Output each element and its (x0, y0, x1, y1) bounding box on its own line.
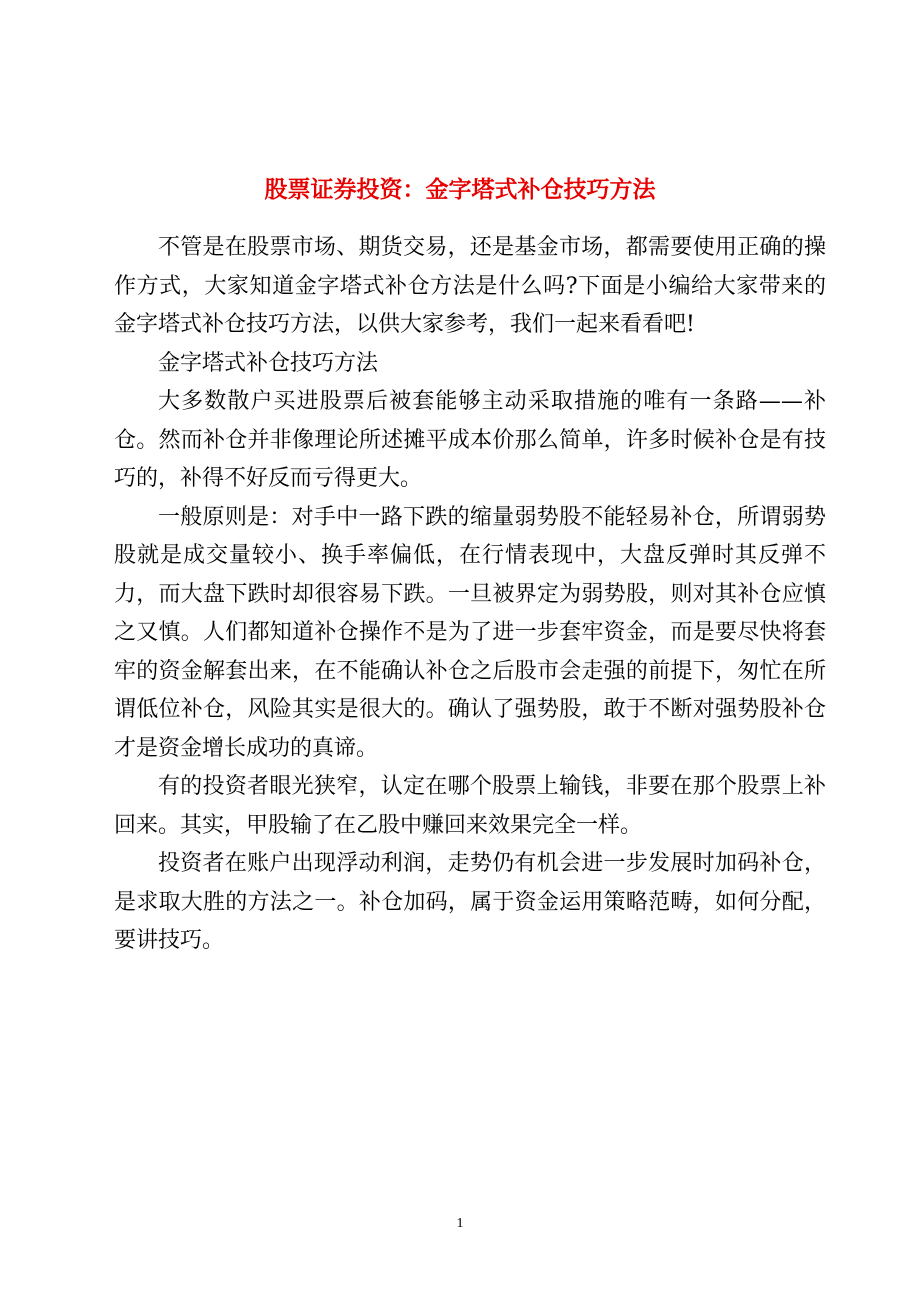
page-number: 1 (456, 1216, 464, 1231)
paragraph-adding-position: 投资者在账户出现浮动利润，走势仍有机会进一步发展时加码补仓，是求取大胜的方法之一。补仓加码，属于资金运用策略范畴，如何分配，要讲技巧。 (114, 851, 826, 953)
document-body (114, 229, 826, 961)
paragraph-intro: 不管是在股票市场、期货交易，还是基金市场，都需要使用正确的操作方式，大家知道金字塔式补仓方法是什么吗?下面是小编给大家带来的金字塔式补仓技巧方法，以供大家参考，我们一起来看看吧! (114, 235, 826, 337)
paragraph-narrow-view: 有的投资者眼光狭窄，认定在哪个股票上输钱，非要在那个股票上补回来。其实，甲股输了在乙股中赚回来效果完全一样。 (114, 774, 826, 838)
paragraph-general-principle: 一般原则是：对手中一路下跌的缩量弱势股不能轻易补仓，所谓弱势股就是成交量较小、换手率偏低，在行情表现中，大盘反弹时其反弹不力，而大盘下跌时却很容易下跌。一旦被界定为弱势股，则对其补仓应慎之又慎。人们都知道补仓操作不是为了进一步套牢资金，而是要尽快将套牢的资金解套出来，在不能确认补仓之后股市会走强的前提下，匆忙在所谓低位补仓，风险其实是很大的。确认了强势股，敢于不断对强势股补仓才是资金增长成功的真谛。 (114, 504, 826, 761)
paragraph-subheading: 金字塔式补仓技巧方法 (158, 350, 379, 376)
document-title: 股票证券投资：金字塔式补仓技巧方法 (264, 177, 656, 203)
paragraph-averaging-down: 大多数散户买进股票后被套能够主动采取措施的唯有一条路——补仓。然而补仓并非像理论所述摊平成本价那么简单，许多时候补仓是有技巧的，补得不好反而亏得更大。 (114, 389, 826, 491)
